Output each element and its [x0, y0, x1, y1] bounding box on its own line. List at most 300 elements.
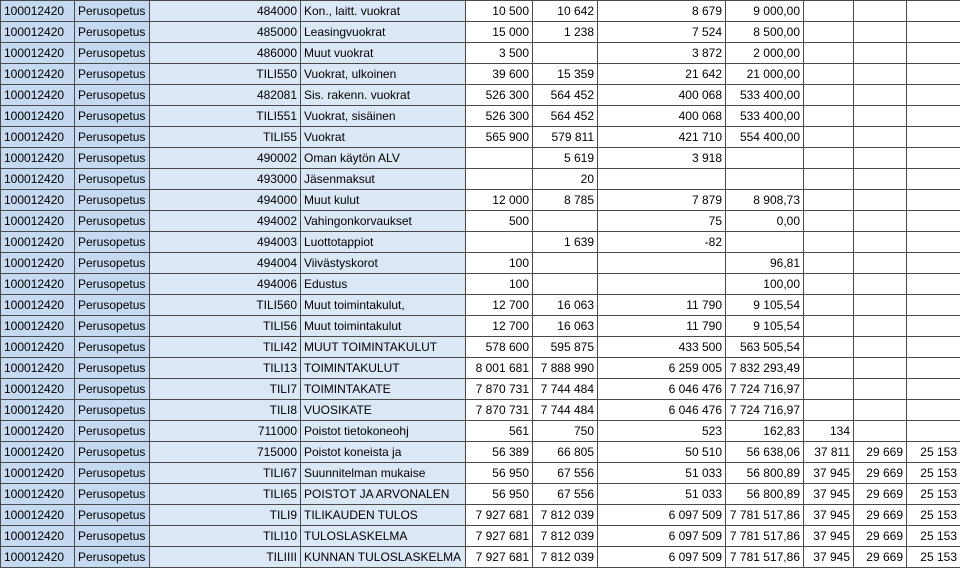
- period-cell[interactable]: 400 068: [598, 85, 726, 106]
- year3-cell[interactable]: 25 153: [907, 442, 960, 463]
- actual-cell[interactable]: 595 875: [533, 337, 598, 358]
- year1-cell[interactable]: [804, 127, 854, 148]
- year3-cell[interactable]: [907, 43, 960, 64]
- forecast-cell[interactable]: 96,81: [726, 253, 804, 274]
- period-cell[interactable]: 6 046 476: [598, 400, 726, 421]
- account-name-cell[interactable]: Oman käytön ALV: [301, 148, 466, 169]
- account-code-cell[interactable]: 482081: [150, 85, 301, 106]
- year3-cell[interactable]: [907, 274, 960, 295]
- period-cell[interactable]: 400 068: [598, 106, 726, 127]
- cost-center-cell[interactable]: 100012420: [1, 253, 75, 274]
- budget-cell[interactable]: 7 927 681: [466, 505, 533, 526]
- year3-cell[interactable]: [907, 169, 960, 190]
- forecast-cell[interactable]: 9 105,54: [726, 295, 804, 316]
- year1-cell[interactable]: 37 945: [804, 547, 854, 568]
- year1-cell[interactable]: [804, 85, 854, 106]
- cost-center-cell[interactable]: 100012420: [1, 379, 75, 400]
- forecast-cell[interactable]: [726, 169, 804, 190]
- budget-cell[interactable]: 8 001 681: [466, 358, 533, 379]
- account-code-cell[interactable]: 490002: [150, 148, 301, 169]
- budget-cell[interactable]: 12 000: [466, 190, 533, 211]
- year1-cell[interactable]: [804, 211, 854, 232]
- cost-center-cell[interactable]: 100012420: [1, 442, 75, 463]
- cost-center-cell[interactable]: 100012420: [1, 22, 75, 43]
- budget-cell[interactable]: 565 900: [466, 127, 533, 148]
- account-code-cell[interactable]: TILI55: [150, 127, 301, 148]
- forecast-cell[interactable]: 7 724 716,97: [726, 379, 804, 400]
- year2-cell[interactable]: [854, 169, 907, 190]
- year1-cell[interactable]: [804, 358, 854, 379]
- unit-cell[interactable]: Perusopetus: [75, 1, 150, 22]
- account-name-cell[interactable]: TOIMINTAKATE: [301, 379, 466, 400]
- year2-cell[interactable]: [854, 127, 907, 148]
- actual-cell[interactable]: 579 811: [533, 127, 598, 148]
- account-name-cell[interactable]: Poistot koneista ja: [301, 442, 466, 463]
- year2-cell[interactable]: [854, 274, 907, 295]
- year3-cell[interactable]: [907, 106, 960, 127]
- year2-cell[interactable]: [854, 400, 907, 421]
- forecast-cell[interactable]: 56 638,06: [726, 442, 804, 463]
- account-name-cell[interactable]: KUNNAN TULOSLASKELMA: [301, 547, 466, 568]
- budget-cell[interactable]: 7 870 731: [466, 400, 533, 421]
- unit-cell[interactable]: Perusopetus: [75, 64, 150, 85]
- unit-cell[interactable]: Perusopetus: [75, 400, 150, 421]
- period-cell[interactable]: 7 879: [598, 190, 726, 211]
- year1-cell[interactable]: 37 945: [804, 526, 854, 547]
- year2-cell[interactable]: 29 669: [854, 505, 907, 526]
- year2-cell[interactable]: [854, 43, 907, 64]
- budget-cell[interactable]: 561: [466, 421, 533, 442]
- year2-cell[interactable]: 29 669: [854, 484, 907, 505]
- cost-center-cell[interactable]: 100012420: [1, 232, 75, 253]
- account-code-cell[interactable]: TILI13: [150, 358, 301, 379]
- account-name-cell[interactable]: Muut toimintakulut,: [301, 295, 466, 316]
- budget-cell[interactable]: 526 300: [466, 106, 533, 127]
- forecast-cell[interactable]: 533 400,00: [726, 106, 804, 127]
- forecast-cell[interactable]: 7 724 716,97: [726, 400, 804, 421]
- unit-cell[interactable]: Perusopetus: [75, 358, 150, 379]
- budget-cell[interactable]: [466, 148, 533, 169]
- cost-center-cell[interactable]: 100012420: [1, 127, 75, 148]
- year3-cell[interactable]: 25 153: [907, 484, 960, 505]
- period-cell[interactable]: -82: [598, 232, 726, 253]
- period-cell[interactable]: 11 790: [598, 295, 726, 316]
- account-code-cell[interactable]: TILI10: [150, 526, 301, 547]
- actual-cell[interactable]: 16 063: [533, 316, 598, 337]
- year1-cell[interactable]: [804, 1, 854, 22]
- forecast-cell[interactable]: 21 000,00: [726, 64, 804, 85]
- budget-cell[interactable]: 578 600: [466, 337, 533, 358]
- year3-cell[interactable]: [907, 85, 960, 106]
- unit-cell[interactable]: Perusopetus: [75, 421, 150, 442]
- account-code-cell[interactable]: TILI56: [150, 316, 301, 337]
- actual-cell[interactable]: 8 785: [533, 190, 598, 211]
- budget-cell[interactable]: [466, 232, 533, 253]
- cost-center-cell[interactable]: 100012420: [1, 85, 75, 106]
- account-code-cell[interactable]: 494004: [150, 253, 301, 274]
- account-name-cell[interactable]: VUOSIKATE: [301, 400, 466, 421]
- year3-cell[interactable]: 25 153: [907, 463, 960, 484]
- account-code-cell[interactable]: 711000: [150, 421, 301, 442]
- year1-cell[interactable]: [804, 232, 854, 253]
- forecast-cell[interactable]: 563 505,54: [726, 337, 804, 358]
- year2-cell[interactable]: [854, 253, 907, 274]
- actual-cell[interactable]: 750: [533, 421, 598, 442]
- actual-cell[interactable]: 7 888 990: [533, 358, 598, 379]
- year2-cell[interactable]: [854, 106, 907, 127]
- year2-cell[interactable]: [854, 358, 907, 379]
- budget-cell[interactable]: 12 700: [466, 295, 533, 316]
- year1-cell[interactable]: [804, 43, 854, 64]
- account-code-cell[interactable]: TILIIII: [150, 547, 301, 568]
- cost-center-cell[interactable]: 100012420: [1, 295, 75, 316]
- cost-center-cell[interactable]: 100012420: [1, 106, 75, 127]
- year2-cell[interactable]: [854, 190, 907, 211]
- unit-cell[interactable]: Perusopetus: [75, 484, 150, 505]
- year1-cell[interactable]: [804, 190, 854, 211]
- year2-cell[interactable]: [854, 211, 907, 232]
- year3-cell[interactable]: [907, 421, 960, 442]
- unit-cell[interactable]: Perusopetus: [75, 442, 150, 463]
- cost-center-cell[interactable]: 100012420: [1, 274, 75, 295]
- budget-cell[interactable]: 7 927 681: [466, 547, 533, 568]
- unit-cell[interactable]: Perusopetus: [75, 505, 150, 526]
- account-code-cell[interactable]: 715000: [150, 442, 301, 463]
- cost-center-cell[interactable]: 100012420: [1, 421, 75, 442]
- period-cell[interactable]: 7 524: [598, 22, 726, 43]
- account-name-cell[interactable]: Jäsenmaksut: [301, 169, 466, 190]
- year2-cell[interactable]: 29 669: [854, 526, 907, 547]
- forecast-cell[interactable]: 0,00: [726, 211, 804, 232]
- account-code-cell[interactable]: 494006: [150, 274, 301, 295]
- account-code-cell[interactable]: 494000: [150, 190, 301, 211]
- year1-cell[interactable]: [804, 253, 854, 274]
- period-cell[interactable]: 421 710: [598, 127, 726, 148]
- period-cell[interactable]: 50 510: [598, 442, 726, 463]
- forecast-cell[interactable]: [726, 232, 804, 253]
- unit-cell[interactable]: Perusopetus: [75, 106, 150, 127]
- budget-cell[interactable]: 3 500: [466, 43, 533, 64]
- table-row: [1, 526, 960, 547]
- account-code-cell[interactable]: 493000: [150, 169, 301, 190]
- account-name-cell[interactable]: Luottotappiot: [301, 232, 466, 253]
- table-row: [1, 484, 960, 505]
- forecast-cell[interactable]: 8 500,00: [726, 22, 804, 43]
- unit-cell[interactable]: Perusopetus: [75, 22, 150, 43]
- budget-cell[interactable]: 15 000: [466, 22, 533, 43]
- year3-cell[interactable]: 25 153: [907, 505, 960, 526]
- budget-cell[interactable]: 7 927 681: [466, 526, 533, 547]
- year1-cell[interactable]: [804, 22, 854, 43]
- cost-center-cell[interactable]: 100012420: [1, 484, 75, 505]
- account-code-cell[interactable]: 485000: [150, 22, 301, 43]
- year1-cell[interactable]: [804, 169, 854, 190]
- year3-cell[interactable]: [907, 337, 960, 358]
- unit-cell[interactable]: Perusopetus: [75, 274, 150, 295]
- account-code-cell[interactable]: TILI7: [150, 379, 301, 400]
- year2-cell[interactable]: [854, 379, 907, 400]
- account-name-cell[interactable]: Sis. rakenn. vuokrat: [301, 85, 466, 106]
- forecast-cell[interactable]: 56 800,89: [726, 484, 804, 505]
- account-name-cell[interactable]: Suunnitelman mukaise: [301, 463, 466, 484]
- account-code-cell[interactable]: TILI9: [150, 505, 301, 526]
- actual-cell[interactable]: 1 238: [533, 22, 598, 43]
- year1-cell[interactable]: [804, 274, 854, 295]
- account-name-cell[interactable]: Vuokrat: [301, 127, 466, 148]
- period-cell[interactable]: 433 500: [598, 337, 726, 358]
- actual-cell[interactable]: 15 359: [533, 64, 598, 85]
- period-cell[interactable]: 6 259 005: [598, 358, 726, 379]
- forecast-cell[interactable]: 8 908,73: [726, 190, 804, 211]
- forecast-cell[interactable]: 100,00: [726, 274, 804, 295]
- unit-cell[interactable]: Perusopetus: [75, 316, 150, 337]
- account-code-cell[interactable]: 486000: [150, 43, 301, 64]
- period-cell[interactable]: 6 097 509: [598, 547, 726, 568]
- forecast-cell[interactable]: 162,83: [726, 421, 804, 442]
- year3-cell[interactable]: [907, 295, 960, 316]
- unit-cell[interactable]: Perusopetus: [75, 253, 150, 274]
- unit-cell[interactable]: Perusopetus: [75, 169, 150, 190]
- account-name-cell[interactable]: MUUT TOIMINTAKULUT: [301, 337, 466, 358]
- actual-cell[interactable]: 564 452: [533, 85, 598, 106]
- account-name-cell[interactable]: POISTOT JA ARVONALEN: [301, 484, 466, 505]
- budget-cell[interactable]: 12 700: [466, 316, 533, 337]
- unit-cell[interactable]: Perusopetus: [75, 43, 150, 64]
- year2-cell[interactable]: [854, 316, 907, 337]
- budget-cell[interactable]: 100: [466, 253, 533, 274]
- actual-cell[interactable]: 66 805: [533, 442, 598, 463]
- year1-cell[interactable]: [804, 400, 854, 421]
- actual-cell[interactable]: 7 744 484: [533, 379, 598, 400]
- year2-cell[interactable]: [854, 22, 907, 43]
- actual-cell[interactable]: [533, 274, 598, 295]
- budget-cell[interactable]: 39 600: [466, 64, 533, 85]
- actual-cell[interactable]: 7 812 039: [533, 505, 598, 526]
- unit-cell[interactable]: Perusopetus: [75, 85, 150, 106]
- forecast-cell[interactable]: [726, 148, 804, 169]
- year2-cell[interactable]: 29 669: [854, 442, 907, 463]
- budget-cell[interactable]: [466, 169, 533, 190]
- year3-cell[interactable]: 25 153: [907, 547, 960, 568]
- account-code-cell[interactable]: TILI550: [150, 64, 301, 85]
- forecast-cell[interactable]: 9 105,54: [726, 316, 804, 337]
- period-cell[interactable]: 8 679: [598, 1, 726, 22]
- year1-cell[interactable]: [804, 148, 854, 169]
- account-name-cell[interactable]: TOIMINTAKULUT: [301, 358, 466, 379]
- budget-cell[interactable]: 526 300: [466, 85, 533, 106]
- cost-center-cell[interactable]: 100012420: [1, 43, 75, 64]
- period-cell[interactable]: 523: [598, 421, 726, 442]
- year3-cell[interactable]: [907, 316, 960, 337]
- forecast-cell[interactable]: 533 400,00: [726, 85, 804, 106]
- actual-cell[interactable]: 7 812 039: [533, 547, 598, 568]
- account-name-cell[interactable]: Edustus: [301, 274, 466, 295]
- account-name-cell[interactable]: Viivästyskorot: [301, 253, 466, 274]
- period-cell[interactable]: [598, 274, 726, 295]
- budget-cell[interactable]: 56 950: [466, 463, 533, 484]
- actual-cell[interactable]: [533, 43, 598, 64]
- year3-cell[interactable]: [907, 22, 960, 43]
- forecast-cell[interactable]: 56 800,89: [726, 463, 804, 484]
- year2-cell[interactable]: [854, 85, 907, 106]
- period-cell[interactable]: 21 642: [598, 64, 726, 85]
- year2-cell[interactable]: 29 669: [854, 547, 907, 568]
- year2-cell[interactable]: [854, 1, 907, 22]
- year1-cell[interactable]: [804, 337, 854, 358]
- cost-center-cell[interactable]: 100012420: [1, 400, 75, 421]
- year2-cell[interactable]: [854, 295, 907, 316]
- account-code-cell[interactable]: TILI551: [150, 106, 301, 127]
- period-cell[interactable]: [598, 169, 726, 190]
- year1-cell[interactable]: [804, 316, 854, 337]
- period-cell[interactable]: 6 046 476: [598, 379, 726, 400]
- actual-cell[interactable]: 7 812 039: [533, 526, 598, 547]
- budget-cell[interactable]: 56 389: [466, 442, 533, 463]
- year3-cell[interactable]: [907, 358, 960, 379]
- account-name-cell[interactable]: TULOSLASKELMA: [301, 526, 466, 547]
- cost-center-cell[interactable]: 100012420: [1, 64, 75, 85]
- actual-cell[interactable]: [533, 211, 598, 232]
- forecast-cell[interactable]: 7 832 293,49: [726, 358, 804, 379]
- actual-cell[interactable]: 10 642: [533, 1, 598, 22]
- year3-cell[interactable]: [907, 211, 960, 232]
- account-code-cell[interactable]: 494003: [150, 232, 301, 253]
- year1-cell[interactable]: 37 945: [804, 463, 854, 484]
- account-name-cell[interactable]: Poistot tietokoneohj: [301, 421, 466, 442]
- cost-center-cell[interactable]: 100012420: [1, 148, 75, 169]
- year3-cell[interactable]: [907, 148, 960, 169]
- forecast-cell[interactable]: 2 000,00: [726, 43, 804, 64]
- cost-center-cell[interactable]: 100012420: [1, 337, 75, 358]
- budget-cell[interactable]: 500: [466, 211, 533, 232]
- period-cell[interactable]: 3 872: [598, 43, 726, 64]
- unit-cell[interactable]: Perusopetus: [75, 463, 150, 484]
- cost-center-cell[interactable]: 100012420: [1, 358, 75, 379]
- cost-center-cell[interactable]: 100012420: [1, 463, 75, 484]
- forecast-cell[interactable]: 7 781 517,86: [726, 526, 804, 547]
- account-name-cell[interactable]: Vahingonkorvaukset: [301, 211, 466, 232]
- year3-cell[interactable]: [907, 253, 960, 274]
- year3-cell[interactable]: [907, 190, 960, 211]
- forecast-cell[interactable]: 9 000,00: [726, 1, 804, 22]
- period-cell[interactable]: 51 033: [598, 484, 726, 505]
- account-name-cell[interactable]: Leasingvuokrat: [301, 22, 466, 43]
- cost-center-cell[interactable]: 100012420: [1, 526, 75, 547]
- year1-cell[interactable]: [804, 295, 854, 316]
- budget-cell[interactable]: 56 950: [466, 484, 533, 505]
- year2-cell[interactable]: [854, 232, 907, 253]
- year3-cell[interactable]: 25 153: [907, 526, 960, 547]
- forecast-cell[interactable]: 554 400,00: [726, 127, 804, 148]
- budget-cell[interactable]: 100: [466, 274, 533, 295]
- unit-cell[interactable]: Perusopetus: [75, 379, 150, 400]
- account-name-cell[interactable]: Vuokrat, ulkoinen: [301, 64, 466, 85]
- year3-cell[interactable]: [907, 232, 960, 253]
- unit-cell[interactable]: Perusopetus: [75, 547, 150, 568]
- actual-cell[interactable]: 67 556: [533, 463, 598, 484]
- period-cell[interactable]: 6 097 509: [598, 526, 726, 547]
- period-cell[interactable]: [598, 253, 726, 274]
- year2-cell[interactable]: [854, 421, 907, 442]
- account-code-cell[interactable]: TILI560: [150, 295, 301, 316]
- actual-cell[interactable]: 20: [533, 169, 598, 190]
- actual-cell[interactable]: 5 619: [533, 148, 598, 169]
- period-cell[interactable]: 6 097 509: [598, 505, 726, 526]
- cost-center-cell[interactable]: 100012420: [1, 169, 75, 190]
- period-cell[interactable]: 3 918: [598, 148, 726, 169]
- year3-cell[interactable]: [907, 127, 960, 148]
- cost-center-cell[interactable]: 100012420: [1, 211, 75, 232]
- year3-cell[interactable]: [907, 400, 960, 421]
- account-name-cell[interactable]: Muut vuokrat: [301, 43, 466, 64]
- account-code-cell[interactable]: TILI8: [150, 400, 301, 421]
- account-name-cell[interactable]: Vuokrat, sisäinen: [301, 106, 466, 127]
- year2-cell[interactable]: 29 669: [854, 463, 907, 484]
- unit-cell[interactable]: Perusopetus: [75, 232, 150, 253]
- cost-center-cell[interactable]: 100012420: [1, 505, 75, 526]
- account-name-cell[interactable]: Muut toimintakulut: [301, 316, 466, 337]
- year3-cell[interactable]: [907, 1, 960, 22]
- table-row: [1, 148, 960, 169]
- account-code-cell[interactable]: TILI42: [150, 337, 301, 358]
- year1-cell[interactable]: 37 945: [804, 505, 854, 526]
- account-code-cell[interactable]: TILI65: [150, 484, 301, 505]
- unit-cell[interactable]: Perusopetus: [75, 190, 150, 211]
- unit-cell[interactable]: Perusopetus: [75, 148, 150, 169]
- account-name-cell[interactable]: Muut kulut: [301, 190, 466, 211]
- year2-cell[interactable]: [854, 148, 907, 169]
- year1-cell[interactable]: [804, 106, 854, 127]
- period-cell[interactable]: 75: [598, 211, 726, 232]
- account-code-cell[interactable]: TILI67: [150, 463, 301, 484]
- actual-cell[interactable]: 67 556: [533, 484, 598, 505]
- year1-cell[interactable]: [804, 64, 854, 85]
- year3-cell[interactable]: [907, 379, 960, 400]
- period-cell[interactable]: 11 790: [598, 316, 726, 337]
- year3-cell[interactable]: [907, 64, 960, 85]
- unit-cell[interactable]: Perusopetus: [75, 127, 150, 148]
- cost-center-cell[interactable]: 100012420: [1, 547, 75, 568]
- year2-cell[interactable]: [854, 64, 907, 85]
- cost-center-cell[interactable]: 100012420: [1, 316, 75, 337]
- account-code-cell[interactable]: 484000: [150, 1, 301, 22]
- account-name-cell[interactable]: Kon., laitt. vuokrat: [301, 1, 466, 22]
- budget-cell[interactable]: 10 500: [466, 1, 533, 22]
- account-name-cell[interactable]: TILIKAUDEN TULOS: [301, 505, 466, 526]
- forecast-cell[interactable]: 7 781 517,86: [726, 547, 804, 568]
- year1-cell[interactable]: 134: [804, 421, 854, 442]
- period-cell[interactable]: 51 033: [598, 463, 726, 484]
- forecast-cell[interactable]: 7 781 517,86: [726, 505, 804, 526]
- unit-cell[interactable]: Perusopetus: [75, 526, 150, 547]
- year1-cell[interactable]: 37 811: [804, 442, 854, 463]
- actual-cell[interactable]: 7 744 484: [533, 400, 598, 421]
- unit-cell[interactable]: Perusopetus: [75, 295, 150, 316]
- unit-cell[interactable]: Perusopetus: [75, 211, 150, 232]
- actual-cell[interactable]: 1 639: [533, 232, 598, 253]
- year1-cell[interactable]: 37 945: [804, 484, 854, 505]
- cost-center-cell[interactable]: 100012420: [1, 190, 75, 211]
- year2-cell[interactable]: [854, 337, 907, 358]
- unit-cell[interactable]: Perusopetus: [75, 337, 150, 358]
- actual-cell[interactable]: 16 063: [533, 295, 598, 316]
- year1-cell[interactable]: [804, 379, 854, 400]
- budget-cell[interactable]: 7 870 731: [466, 379, 533, 400]
- account-code-cell[interactable]: 494002: [150, 211, 301, 232]
- actual-cell[interactable]: 564 452: [533, 106, 598, 127]
- actual-cell[interactable]: [533, 253, 598, 274]
- cost-center-cell[interactable]: 100012420: [1, 1, 75, 22]
